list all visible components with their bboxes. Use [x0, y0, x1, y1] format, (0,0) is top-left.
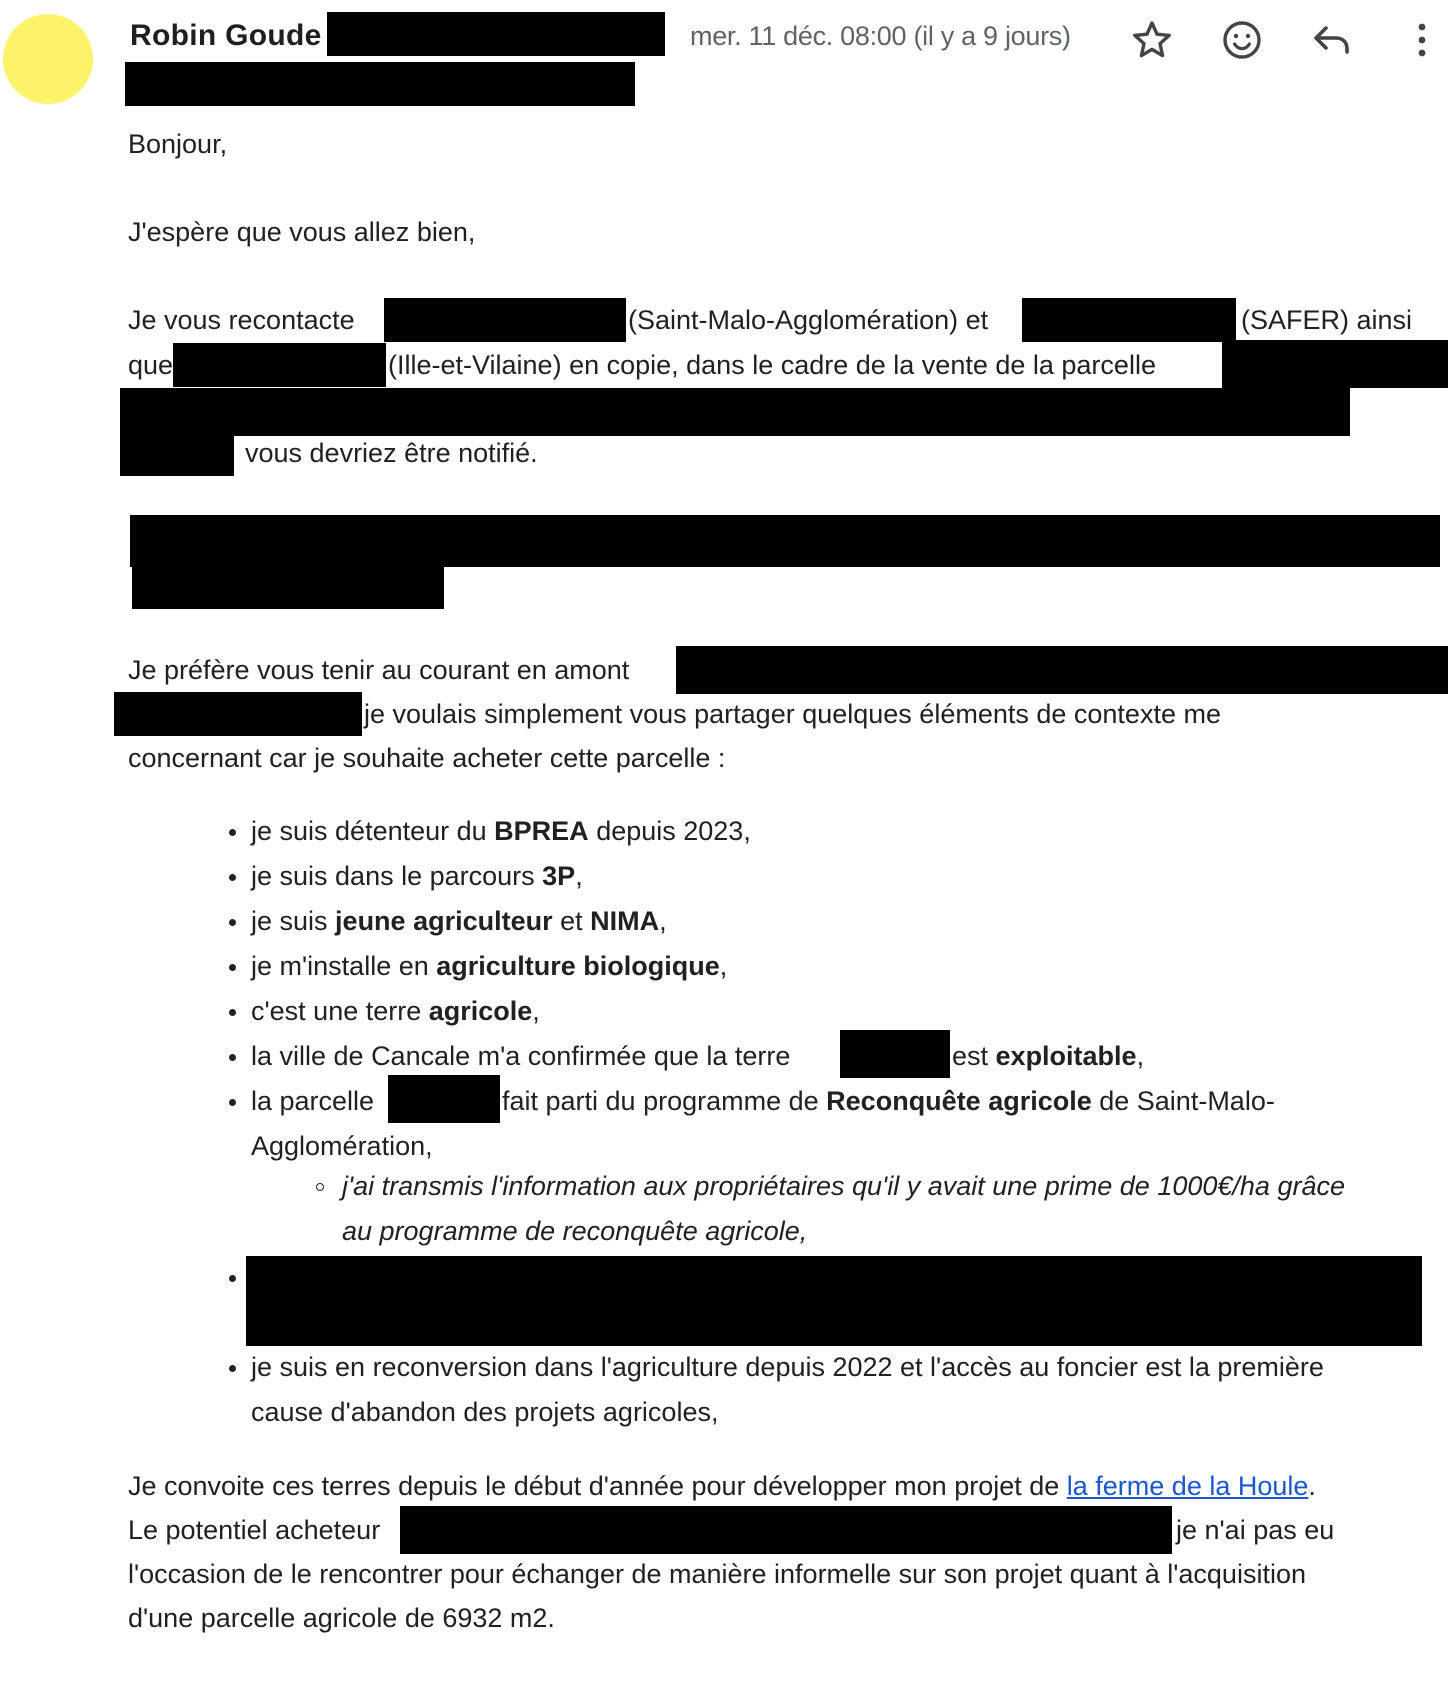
farm-link[interactable]: la ferme de la Houle [1066, 1471, 1309, 1501]
paragraph-text: vous devriez être notifié. [245, 438, 538, 468]
paragraph-text: d'une parcelle agricole de 6932 m2. [128, 1603, 555, 1633]
star-icon[interactable] [1128, 16, 1176, 64]
bullet-dot [229, 1009, 236, 1016]
paragraph-text: je voulais simplement vous partager quelques éléments de contexte me [364, 699, 1221, 729]
paragraph-text: Je vous recontacte [128, 305, 355, 335]
bullet-dot [229, 829, 236, 836]
redaction [840, 1030, 950, 1078]
sender-name: Robin Goude [130, 19, 322, 52]
redaction [132, 565, 444, 609]
bullet-dot [229, 919, 236, 926]
paragraph-text: je n'ai pas eu [1176, 1515, 1335, 1545]
list-item-continuation: fait parti du programme de Reconquête agricole de Saint-Malo- [502, 1086, 1275, 1116]
emoji-icon[interactable] [1218, 16, 1266, 64]
redaction [400, 1506, 1172, 1554]
paragraph-text: (Ille-et-Vilaine) en copie, dans le cadre de la vente de la parcelle [388, 350, 1156, 380]
paragraph-text: (Saint-Malo-Agglomération) et [628, 305, 989, 335]
sub-bullet-circle [316, 1183, 324, 1191]
redaction [1222, 340, 1448, 388]
list-item: c'est une terre agricole, [251, 996, 540, 1026]
list-item: je suis dans le parcours 3P, [251, 861, 583, 891]
bullet-dot [229, 1099, 236, 1106]
redaction [388, 1075, 500, 1123]
list-item-continuation: cause d'abandon des projets agricoles, [251, 1397, 719, 1427]
email-date: mer. 11 déc. 08:00 (il y a 9 jours) [690, 21, 1071, 51]
sub-list-item: au programme de reconquête agricole, [342, 1216, 808, 1246]
bullet-dot [229, 874, 236, 881]
paragraph-text: Je convoite ces terres depuis le début d'année pour développer mon projet de la ferme de la Houle. [128, 1471, 1316, 1501]
more-vert-icon[interactable] [1398, 16, 1446, 64]
greeting: Bonjour, [128, 129, 228, 159]
redaction [125, 62, 635, 106]
list-item-continuation: est exploitable, [952, 1041, 1145, 1071]
redaction [327, 12, 665, 56]
avatar[interactable] [3, 14, 93, 104]
redaction [114, 692, 362, 736]
list-item: je suis en reconversion dans l'agriculture depuis 2022 et l'accès au foncier est la première [251, 1352, 1324, 1382]
list-item: la parcelle [251, 1086, 375, 1116]
redaction [173, 343, 386, 387]
reply-icon[interactable] [1308, 16, 1356, 64]
paragraph-text: Le potentiel acheteur [128, 1515, 381, 1545]
list-item: la ville de Cancale m'a confirmée que la terre [251, 1041, 791, 1071]
paragraph-text: (SAFER) ainsi [1241, 305, 1413, 335]
redaction [384, 298, 626, 342]
bullet-dot [229, 1365, 236, 1372]
paragraph-text: que [128, 350, 174, 380]
hope-line: J'espère que vous allez bien, [128, 217, 476, 247]
bullet-dot [229, 964, 236, 971]
list-item: je suis jeune agriculteur et NIMA, [251, 906, 667, 936]
redaction [246, 1256, 1422, 1346]
redaction [676, 646, 1448, 694]
bullet-dot [229, 1054, 236, 1061]
redaction [120, 432, 234, 476]
redaction [120, 388, 1350, 436]
paragraph-text: concernant car je souhaite acheter cette parcelle : [128, 743, 726, 773]
list-item-continuation: Agglomération, [251, 1131, 433, 1161]
redaction [130, 515, 1440, 567]
redaction [1022, 298, 1236, 342]
paragraph-text: Je préfère vous tenir au courant en amont [128, 655, 630, 685]
bullet-dot [229, 1275, 236, 1282]
list-item: je suis détenteur du BPREA depuis 2023, [251, 816, 751, 846]
sub-list-item: j'ai transmis l'information aux propriétaires qu'il y avait une prime de 1000€/ha grâce [342, 1171, 1345, 1201]
list-item: je m'installe en agriculture biologique, [251, 951, 728, 981]
paragraph-text: l'occasion de le rencontrer pour échanger de manière informelle sur son projet quant à l'acquisition [128, 1559, 1306, 1589]
